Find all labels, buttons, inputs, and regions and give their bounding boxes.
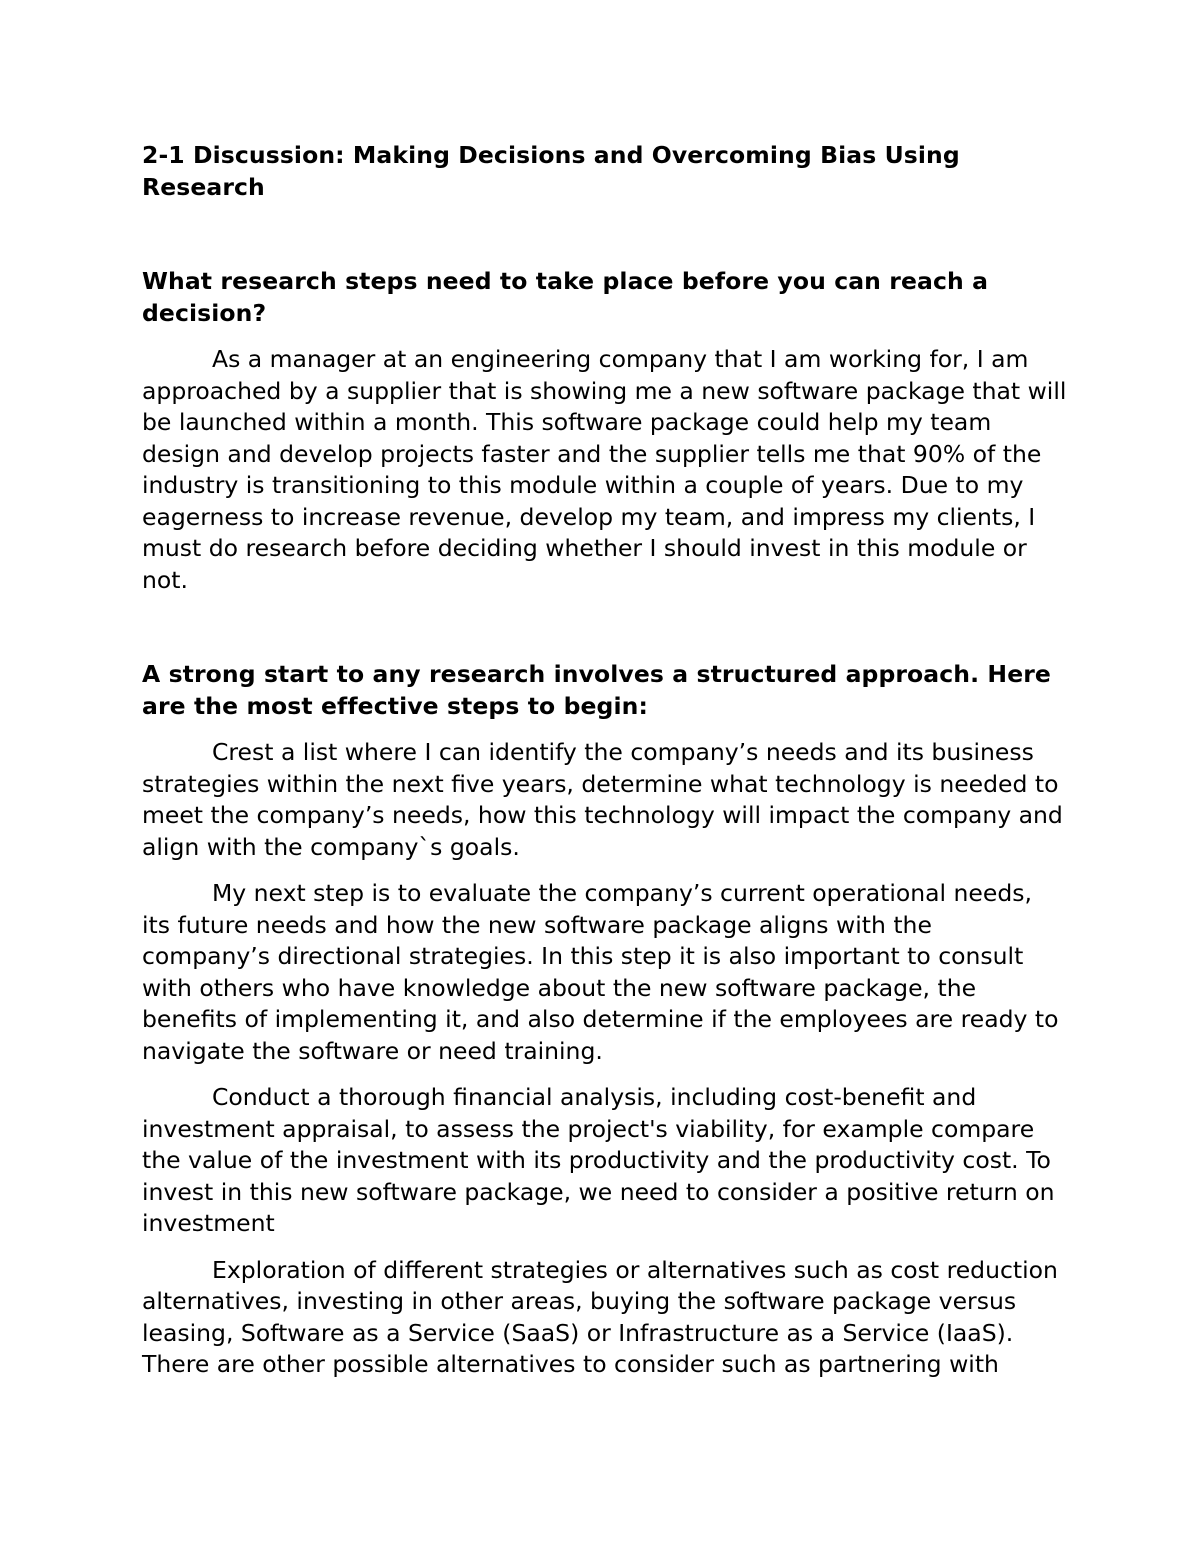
step-paragraph-4: Exploration of different strategies or alternatives such as cost reduction alternatives, investing in other areas, buying the software package versus leasing, Software as a Service (SaaS) or Infrastructure as a Service (IaaS). There are other possible alternatives to consider such as partnering with bbox=[142, 1255, 1058, 1378]
step-paragraph-2: My next step is to evaluate the company’s current operational needs, its future needs and how the new software package aligns with the company’s directional strategies. In this step it is also important to consult with others who have knowledge about the new software package, the benefits of implementing it, and also determine if the employees are ready to navigate the software or need training. bbox=[142, 879, 1059, 1065]
section-heading: A strong start to any research involves a structured approach. Here are the most effective steps to begin: bbox=[142, 660, 1051, 720]
document-body bbox=[142, 140, 1067, 1396]
intro-paragraph: As a manager at an engineering company that I am working for, I am approached by a supplier that is showing me a new software package that will be launched within a month. This software package could help my team design and develop projects faster and the supplier tells me that 90% of the industry is transitioning to this module within a couple of years. Due to my eagerness to increase revenue, develop my team, and impress my clients, I must do research before deciding whether I should invest in this module or not. bbox=[142, 345, 1067, 594]
document-title: 2-1 Discussion: Making Decisions and Overcoming Bias Using Research bbox=[142, 141, 960, 201]
question-heading: What research steps need to take place before you can reach a decision? bbox=[142, 267, 989, 327]
step-paragraph-1: Crest a list where I can identify the company’s needs and its business strategies within the next five years, determine what technology is needed to meet the company’s needs, how this technology will impact the company and align with the company`s goals. bbox=[142, 738, 1063, 861]
step-paragraph-3: Conduct a thorough financial analysis, including cost-benefit and investment appraisal, to assess the project's viability, for example compare the value of the investment with its productivity and the productivity cost. To invest in this new software package, we need to consider a positive return on investment bbox=[142, 1083, 1055, 1237]
